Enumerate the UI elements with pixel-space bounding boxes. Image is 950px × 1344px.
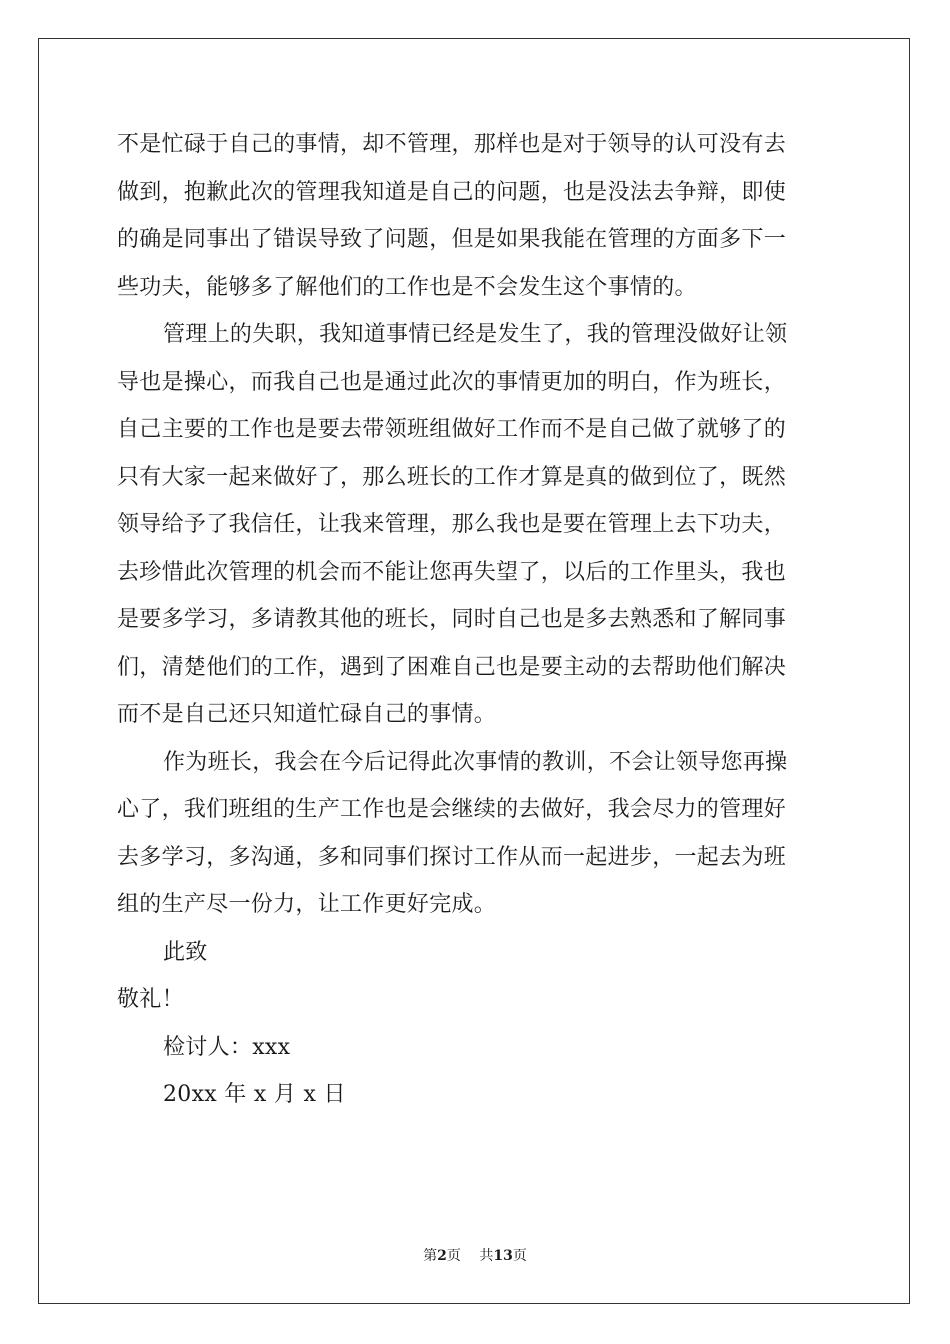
- body-line: 自己主要的工作也是要去带领班组做好工作而不是自己做了就够了的: [117, 417, 787, 442]
- paragraph-start-line: 管理上的失职，我知道事情已经是发生了，我的管理没做好让领: [163, 322, 788, 347]
- body-line: 不是忙碌于自己的事情，却不管理，那样也是对于领导的认可没有去: [117, 132, 787, 157]
- body-line: 们，清楚他们的工作，遇到了困难自己也是要主动的去帮助他们解决: [117, 654, 787, 680]
- signature-line: 检讨人：xxx: [163, 1034, 291, 1060]
- body-line: 而不是自己还只知道忙碌自己的事情。: [117, 702, 497, 727]
- footer-mid: 页 共: [446, 1248, 494, 1264]
- body-line: 些功夫，能够多了解他们的工作也是不会发生这个事情的。: [117, 274, 697, 300]
- body-line: 导也是操心，而我自己也是通过此次的事情更加的明白，作为班长，: [117, 369, 787, 395]
- total-pages-number: 13: [493, 1248, 513, 1264]
- footer-suffix: 页: [512, 1248, 527, 1264]
- paragraph-start-line: 作为班长，我会在今后记得此次事情的教训，不会让领导您再操: [163, 749, 788, 775]
- body-line: 领导给予了我信任，让我来管理，那么我也是要在管理上去下功夫，: [117, 512, 787, 537]
- footer-prefix: 第: [423, 1248, 438, 1264]
- body-line: 只有大家一起来做好了，那么班长的工作才算是真的做到位了，既然: [117, 464, 787, 490]
- body-line: 心了，我们班组的生产工作也是会继续的去做好，我会尽力的管理好: [117, 797, 787, 822]
- body-line: 去多学习，多沟通，多和同事们探讨工作从而一起进步，一起去为班: [117, 844, 787, 870]
- body-line: 的确是同事出了错误导致了问题，但是如果我能在管理的方面多下一: [117, 227, 787, 252]
- closing-salutation: 此致: [163, 939, 208, 965]
- body-line: 组的生产尽一份力，让工作更好完成。: [117, 892, 497, 917]
- page-footer: [0, 1245, 950, 1265]
- document-body: [117, 121, 837, 1119]
- closing-regards: 敬礼！: [117, 987, 184, 1012]
- body-line: 做到，抱歉此次的管理我知道是自己的问题，也是没法去争辩，即使: [117, 179, 787, 205]
- current-page-number: 2: [437, 1248, 447, 1264]
- body-line: 去珍惜此次管理的机会而不能让您再失望了，以后的工作里头，我也: [117, 559, 787, 585]
- body-line: 是要多学习，多请教其他的班长，同时自己也是多去熟悉和了解同事: [117, 607, 787, 632]
- date-line: 20xx 年 x 月 x 日: [163, 1082, 346, 1107]
